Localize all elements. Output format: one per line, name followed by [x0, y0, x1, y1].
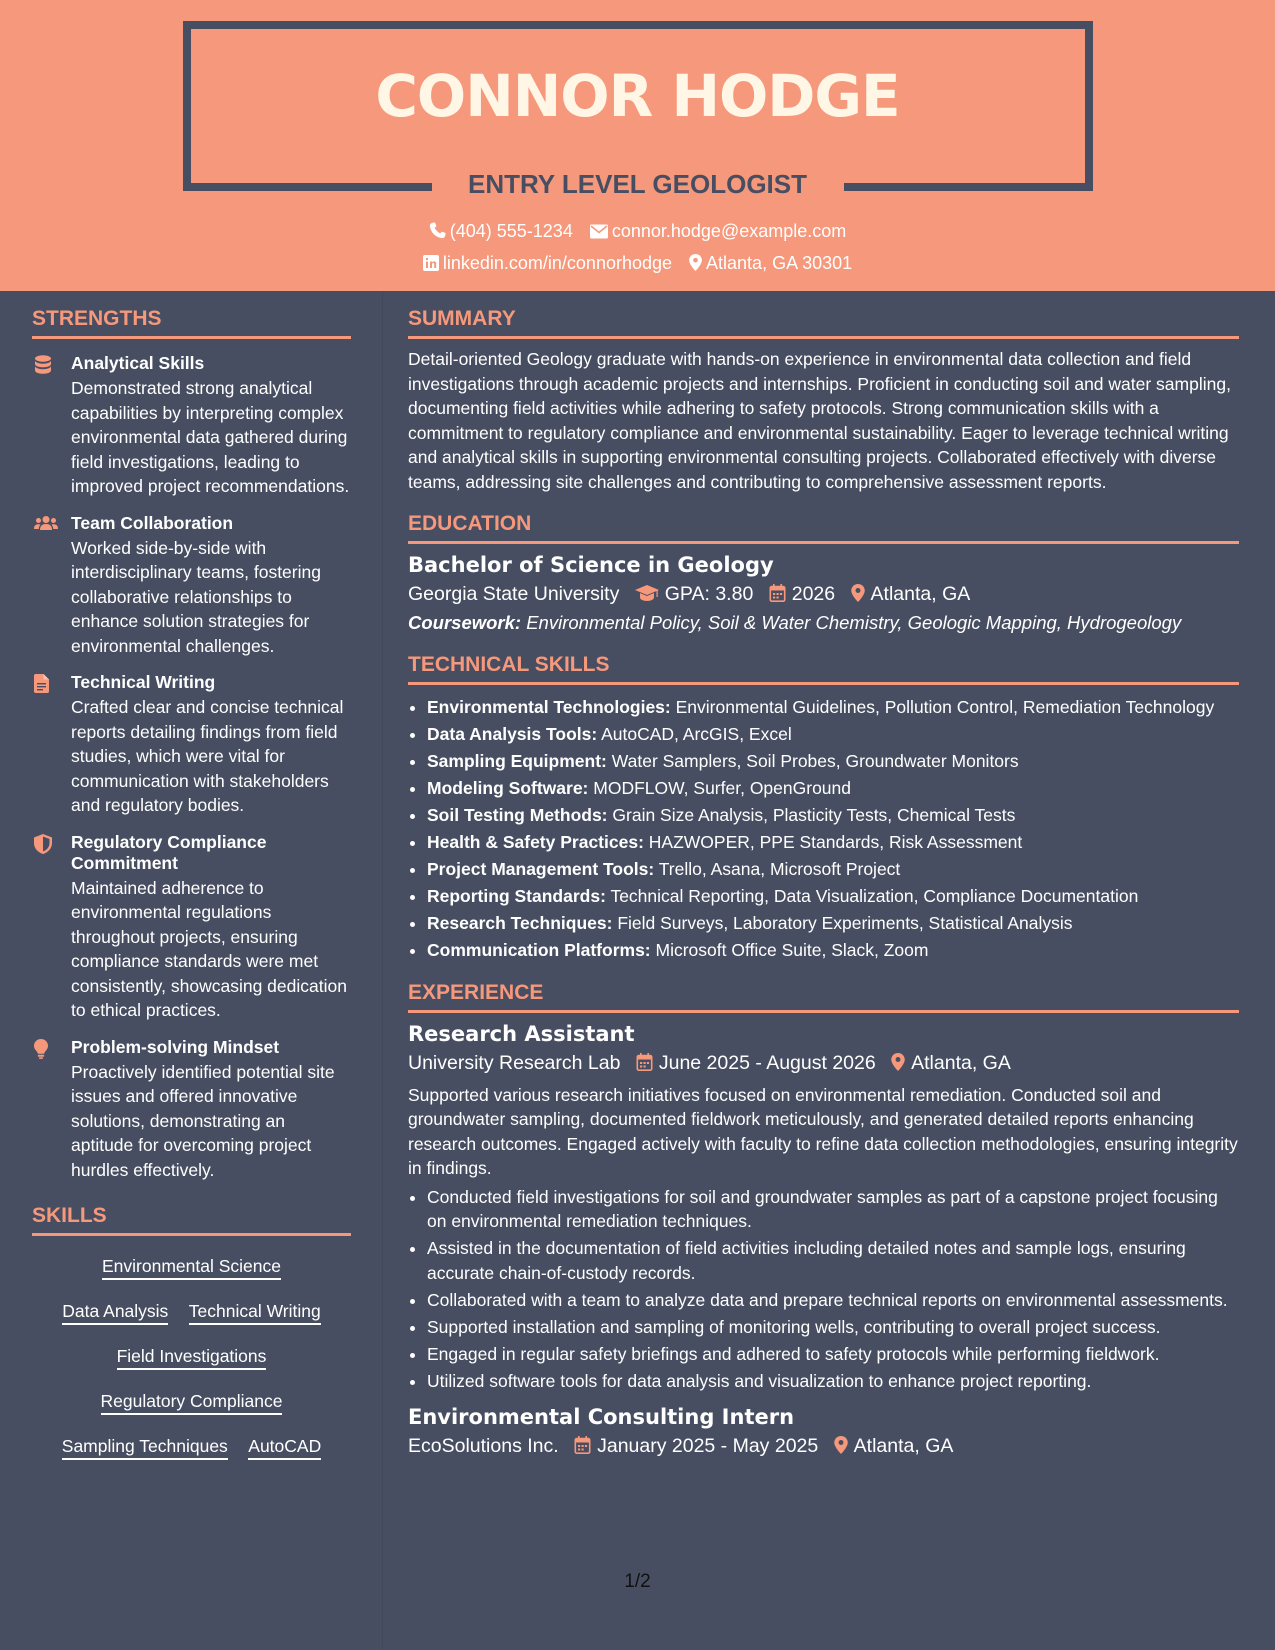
- resume-header: [0, 0, 1275, 291]
- page-number: 1/2: [624, 1571, 651, 1592]
- tech-skill-value: Field Surveys, Laboratory Experiments, Statistical Analysis: [617, 913, 1073, 933]
- list-item: [427, 803, 1239, 828]
- phone-contact[interactable]: [429, 221, 573, 242]
- strength-desc: Proactively identified potential site issues and offered innovative solutions, demonstrating an aptitude for overcoming project hurdles effectively.: [71, 1061, 335, 1180]
- coursework-label: Coursework:: [408, 612, 522, 633]
- document-icon: [34, 674, 49, 698]
- map-pin-icon: [851, 584, 865, 602]
- skill-tag: Regulatory Compliance: [101, 1390, 283, 1415]
- strength-desc: Crafted clear and concise technical reports detailing findings from field studies, which were vital for communication with stakeholders and regulatory bodies.: [71, 697, 344, 815]
- technical-skills-list: [408, 695, 1239, 963]
- strength-desc: Worked side-by-side with interdisciplinary teams, fostering collaborative relationships to enhance solution strategies for environmental challenges.: [71, 537, 321, 656]
- job-location: Atlanta, GA: [911, 1051, 1011, 1074]
- tech-skill-label: Project Management Tools:: [427, 859, 655, 879]
- linkedin-contact[interactable]: [423, 253, 672, 274]
- tech-skill-value: Technical Reporting, Data Visualization, Compliance Documentation: [610, 886, 1139, 906]
- tech-skill-value: Grain Size Analysis, Plasticity Tests, Chemical Tests: [612, 805, 1016, 825]
- summary-text: Detail-oriented Geology graduate with hands-on experience in environmental data collection and field investigations through academic projects and internships. Proficient in conducting soil and water sampling, documenting field activities while adhering to safety protocols. Strong communication skills with a commitment to regulatory compliance and environmental sustainability. Eager to leverage technical writing and analytical skills in supporting environmental consulting projects. Collaborated effectively with diverse teams, addressing site challenges and contributing to comprehensive assessment reports.: [408, 349, 1231, 492]
- list-item: • Utilized software tools for data analysis and visualization to enhance project reporting.: [427, 1369, 1239, 1394]
- tech-skill-value: Trello, Asana, Microsoft Project: [658, 859, 901, 879]
- job-meta: [408, 1052, 1239, 1075]
- skill-tag: Technical Writing: [189, 1300, 321, 1325]
- map-pin-icon: [689, 254, 702, 271]
- phone-text: (404) 555-1234: [449, 221, 573, 241]
- tech-skill-value: Environmental Guidelines, Pollution Control, Remediation Technology: [675, 697, 1215, 717]
- skill-tag: Data Analysis: [62, 1300, 168, 1325]
- tech-skill-value: HAZWOPER, PPE Standards, Risk Assessment: [648, 832, 1023, 852]
- tech-skill-label: Data Analysis Tools:: [427, 724, 598, 744]
- job-location-item: [891, 1052, 1011, 1075]
- job-location-item: [834, 1435, 954, 1458]
- job-title: ENTRY LEVEL GEOLOGIST: [467, 169, 807, 199]
- skill-row: [32, 1300, 351, 1326]
- job-bullets: [408, 1185, 1239, 1394]
- phone-icon: [429, 222, 446, 239]
- lightbulb-icon: [34, 1039, 48, 1064]
- job-dates: January 2025 - May 2025: [597, 1435, 819, 1457]
- list-item: • Collaborated with a team to analyze data and prepare technical reports on environmental assessments.: [427, 1288, 1239, 1313]
- skill-row: [32, 1345, 351, 1371]
- year-item: [769, 583, 835, 606]
- skill-tag: Field Investigations: [117, 1345, 267, 1370]
- tech-skill-value: AutoCAD, ArcGIS, Excel: [601, 724, 792, 744]
- tech-skill-label: Soil Testing Methods:: [427, 805, 608, 825]
- summary-heading: SUMMARY: [408, 307, 1239, 339]
- technical-skills-section: [408, 653, 1239, 963]
- skill-tag: Environmental Science: [102, 1255, 281, 1280]
- list-item: [427, 938, 1239, 963]
- list-item: • Conducted field investigations for soil and groundwater samples as part of a capstone project focusing on environmental remediation techniques.: [427, 1185, 1239, 1234]
- strength-title: Technical Writing: [71, 672, 216, 692]
- calendar-icon: [574, 1436, 591, 1454]
- job-entry: [408, 1405, 1239, 1458]
- list-item: [427, 695, 1239, 720]
- map-pin-icon: [834, 1436, 848, 1454]
- skills-heading: SKILLS: [32, 1204, 351, 1236]
- education-heading: EDUCATION: [408, 512, 1239, 544]
- skill-row: [32, 1390, 351, 1416]
- skill-row: [32, 1255, 351, 1281]
- school-name: Georgia State University: [408, 583, 620, 605]
- list-item: [427, 857, 1239, 882]
- tech-skill-label: Reporting Standards:: [427, 886, 606, 906]
- experience-heading: EXPERIENCE: [408, 981, 1239, 1013]
- strength-title: Problem-solving Mindset: [71, 1036, 280, 1057]
- job-org: University Research Lab: [408, 1051, 621, 1074]
- list-item: [427, 911, 1239, 936]
- tech-skill-label: Sampling Equipment:: [427, 751, 607, 771]
- graduation-cap-icon: [635, 585, 659, 602]
- list-item: [427, 749, 1239, 774]
- strength-item: [32, 832, 351, 1023]
- experience-section: [408, 981, 1239, 1459]
- gpa-item: [635, 583, 754, 606]
- email-text: connor.hodge@example.com: [611, 221, 847, 241]
- list-item: [427, 884, 1239, 909]
- tech-skill-label: Communication Platforms:: [427, 940, 651, 960]
- edu-location-text: Atlanta, GA: [870, 583, 971, 605]
- contact-row-1: [0, 221, 1275, 242]
- right-column: [408, 307, 1239, 1458]
- users-icon: [34, 515, 58, 536]
- education-meta: [408, 583, 1239, 606]
- tech-skill-label: Modeling Software:: [427, 778, 589, 798]
- job-dates-item: [574, 1435, 818, 1458]
- database-icon: [34, 355, 52, 380]
- list-item: [427, 722, 1239, 747]
- strength-item: [32, 353, 351, 499]
- job-summary: Supported various research initiatives focused on environmental remediation. Conducted soil and groundwater sampling, documented fieldwork meticulously, and generated detailed reports enhancing research outcomes. Engaged actively with faculty to refine data collection methodologies, ensuring integrity in findings.: [408, 1084, 1238, 1178]
- tech-skill-label: Environmental Technologies:: [427, 697, 671, 717]
- list-item: • Assisted in the documentation of field activities including detailed notes and sample logs, ensuring accurate chain-of-custody records.: [427, 1236, 1239, 1285]
- left-column: [32, 307, 351, 1461]
- tech-skill-label: Health & Safety Practices:: [427, 832, 644, 852]
- technical-skills-heading: TECHNICAL SKILLS: [408, 653, 1239, 685]
- strength-title: Regulatory Compliance Commitment: [71, 831, 267, 873]
- envelope-icon: [590, 224, 608, 239]
- linkedin-icon: [423, 255, 439, 271]
- coursework-text: Environmental Policy, Soil & Water Chemistry, Geologic Mapping, Hydrogeology: [526, 612, 1182, 633]
- coursework: [408, 611, 1239, 635]
- strength-title: Team Collaboration: [71, 512, 234, 533]
- job-meta: [408, 1435, 1239, 1458]
- linkedin-text: linkedin.com/in/connorhodge: [442, 253, 673, 273]
- list-item: • Engaged in regular safety briefings and adhered to safety protocols while performing fieldwork.: [427, 1342, 1239, 1367]
- map-pin-icon: [891, 1053, 905, 1071]
- strength-item: [32, 1037, 351, 1183]
- tech-skill-value: Water Samplers, Soil Probes, Groundwater Monitors: [611, 751, 1019, 771]
- job-location: Atlanta, GA: [853, 1435, 954, 1457]
- strengths-heading: STRENGTHS: [32, 307, 351, 339]
- column-divider: [382, 291, 383, 1650]
- location-text: Atlanta, GA 30301: [706, 253, 853, 273]
- calendar-icon: [636, 1053, 653, 1071]
- job-org: EcoSolutions Inc.: [408, 1435, 559, 1457]
- skill-tag: AutoCAD: [248, 1435, 321, 1460]
- location-contact: [689, 253, 852, 274]
- edu-location-item: [851, 583, 971, 606]
- education-section: [408, 512, 1239, 635]
- job-dates-item: [636, 1052, 876, 1075]
- tech-skill-value: MODFLOW, Surfer, OpenGround: [593, 778, 851, 798]
- list-item: [427, 776, 1239, 801]
- degree-title: Bachelor of Science in Geology: [408, 553, 774, 577]
- skill-row: [32, 1435, 351, 1461]
- tech-skill-label: Research Techniques:: [427, 913, 613, 933]
- list-item: [427, 830, 1239, 855]
- strength-desc: Maintained adherence to environmental regulations throughout projects, ensuring compliance standards were met consistently, showcasing dedication to ethical practices.: [71, 877, 347, 1020]
- strength-desc: Demonstrated strong analytical capabilities by interpreting complex environmental data gathered during field investigations, leading to improved project recommendations.: [71, 378, 350, 496]
- candidate-name: CONNOR HODGE: [375, 62, 900, 130]
- tech-skill-value: Microsoft Office Suite, Slack, Zoom: [655, 940, 929, 960]
- list-item: • Supported installation and sampling of monitoring wells, contributing to overall project success.: [427, 1315, 1239, 1340]
- strength-title: Analytical Skills: [71, 353, 205, 373]
- skills-section: [32, 1204, 351, 1461]
- email-contact[interactable]: [590, 221, 846, 242]
- shield-icon: [34, 834, 52, 859]
- calendar-icon: [769, 584, 786, 602]
- year-text: 2026: [791, 583, 836, 605]
- contact-row-2: [0, 253, 1275, 274]
- strength-item: [32, 672, 351, 818]
- job-title: Environmental Consulting Intern: [408, 1405, 795, 1429]
- job-entry: [408, 1022, 1239, 1394]
- strength-item: [32, 513, 351, 659]
- gpa-text: GPA: 3.80: [664, 583, 754, 605]
- skill-tag: Sampling Techniques: [62, 1435, 228, 1460]
- job-title: Research Assistant: [408, 1021, 635, 1046]
- job-dates: June 2025 - August 2026: [658, 1051, 876, 1074]
